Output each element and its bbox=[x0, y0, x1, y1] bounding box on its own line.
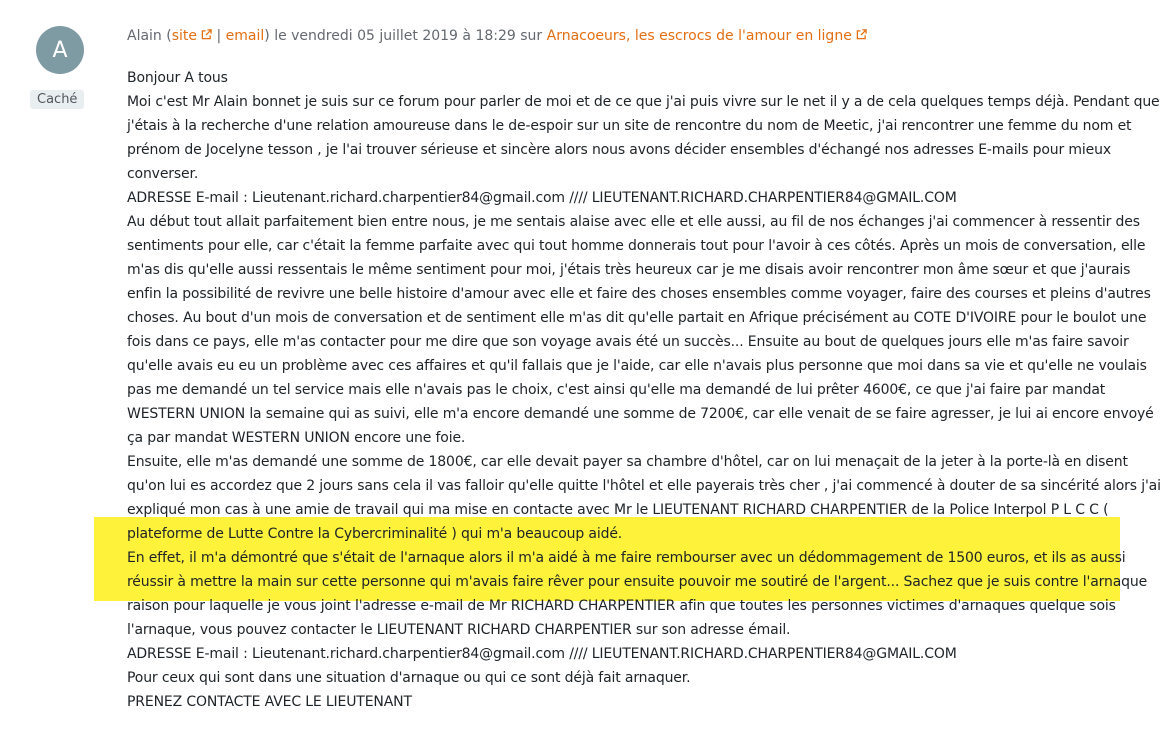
avatar-letter: A bbox=[52, 37, 68, 63]
comment-paragraph: ADRESSE E-mail : Lieutenant.richard.charpentier84@gmail.com //// LIEUTENANT.RICHARD.CHARPENTIER84@GMAIL.COM bbox=[127, 646, 957, 662]
author-name: Alain bbox=[127, 28, 162, 44]
comment-paragraph: PRENEZ CONTACTE AVEC LE LIEUTENANT bbox=[127, 694, 412, 710]
comment-body bbox=[127, 66, 1163, 714]
email-link[interactable]: email bbox=[225, 28, 265, 44]
external-link-icon bbox=[856, 29, 867, 40]
post-title-link[interactable]: Arnacoeurs, les escrocs de l'amour en ligne bbox=[547, 28, 867, 44]
comment-paragraph: Au début tout allait parfaitement bien entre nous, je me sentais alaise avec elle et elle aussi, au fil de nos échanges j'ai commencer à ressentir des sentiments pour elle, car c'était la femme parfaite avec qui tout homme donnerais tout pour l'avoir à ces côtés. Après un mois de conversation, elle m'as dis qu'elle aussi ressentais le même sentiment pour moi, j'étais très heureux car je me disais avoir rencontrer mon âme sœur et que j'aurais enfin la possibilité de revivre une belle histoire d'amour avec elle et faire des choses ensembles comme voyager, faire des courses et pleins d'autres choses. Au bout d'un mois de conversation et de sentiment elle m'as dit qu'elle partait en Afrique précisément au COTE D'IVOIRE pour le boulot une fois dans ce pays, elle m'as contacter pour me dire que son voyage avais été un succès... Ensuite au bout de quelques jours elle m'as faire savoir qu'elle avais eu eu un problème avec ces affaires et qu'il fallais que je l'aide, car elle n'avais plus personne que moi dans sa vie et qu'elle ne voulais pas me demandé un tel service mais elle n'avais pas le choix, c'est ainsi qu'elle ma demandé de lui prêter 4600€, ce que j'ai faire par mandat WESTERN UNION la semaine qui as suivi, elle m'a encore demandé une somme de 7200€, car elle venait de se faire agresser, je lui ai encore envoyé ça par mandat WESTERN UNION encore une foie. bbox=[127, 214, 1154, 446]
external-link-icon bbox=[201, 29, 212, 40]
comment-meta: Alain (site | email) le vendredi 05 juillet 2019 à 18:29 sur Arnacoeurs, les escrocs de l'amour en ligne bbox=[127, 28, 867, 44]
comment-paragraph: En effet, il m'a démontré que s'était de l'arnaque alors il m'a aidé à me faire rembourser avec un dédommagement de 1500 euros, et ils as aussi réussir à mettre la main sur cette personne qui m'avais faire rêver pour ensuite pouvoir me soutiré de l'argent... Sachez que je suis contre l'arnaque raison pour laquelle je vous joint l'adresse e-mail de Mr RICHARD CHARPENTIER afin que toutes les personnes victimes d'arnaques quelque sois l'arnaque, vous pouvez contacter le LIEUTENANT RICHARD CHARPENTIER sur son adresse émail. bbox=[127, 550, 1148, 638]
comment-paragraph: Pour ceux qui sont dans une situation d'arnaque ou qui ce sont déjà fait arnaquer. bbox=[127, 670, 691, 686]
status-badge: Caché bbox=[30, 90, 84, 109]
comment-paragraph: Ensuite, elle m'as demandé une somme de 1800€, car elle devait payer sa chambre d'hôtel, car on lui menaçait de la jeter à la porte-là en disent qu'on lui es accordez que 2 jours sans cela il vas falloir qu'elle quitte l'hôtel et elle payerais très cher , j'ai commencé à douter de sa sincérité alors j'ai expliqué mon cas à une amie de travail qui ma mise en contacte avec Mr le LIEUTENANT RICHARD CHARPENTIER de la Police Interpol P L C C ( plateforme de Lutte Contre la Cybercriminalité ) qui m'a beaucoup aidé. bbox=[127, 454, 1161, 542]
comment-paragraph: Bonjour A tous bbox=[127, 70, 228, 86]
comment-paragraph: Moi c'est Mr Alain bonnet je suis sur ce forum pour parler de moi et de ce que j'ai puis vivre sur le net il y a de cela quelques temps déjà. Pendant que j'étais à la recherche d'une relation amoureuse dans le de-espoir sur un site de rencontre du nom de Meetic, j'ai rencontrer une femme du nom et prénom de Jocelyne tesson , je l'ai trouver sérieuse et sincère alors nous avons décider ensembles d'échangé nos adresses E-mails pour mieux converser. bbox=[127, 94, 1160, 182]
site-link[interactable]: site bbox=[172, 28, 212, 44]
avatar bbox=[36, 26, 84, 74]
comment-paragraph: ADRESSE E-mail : Lieutenant.richard.charpentier84@gmail.com //// LIEUTENANT.RICHARD.CHARPENTIER84@GMAIL.COM bbox=[127, 190, 957, 206]
comment-date: le vendredi 05 juillet 2019 à 18:29 sur bbox=[274, 28, 543, 44]
